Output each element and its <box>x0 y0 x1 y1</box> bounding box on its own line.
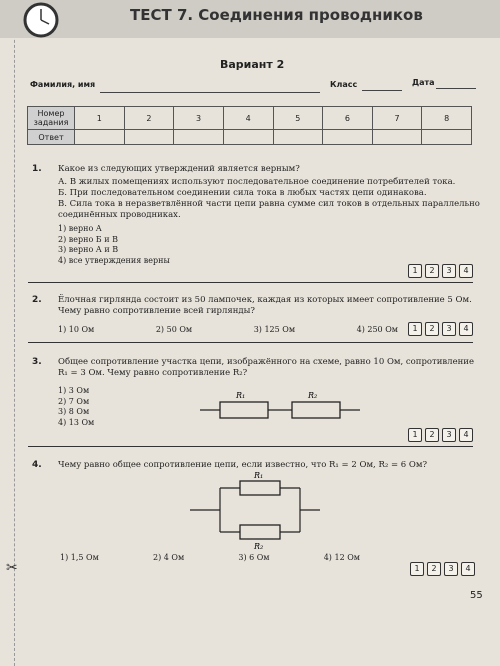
variant-label: Вариант 2 <box>220 58 285 71</box>
resistor-r1 <box>220 402 268 418</box>
q1-options <box>58 224 170 266</box>
choice-box[interactable]: 3 <box>442 322 456 336</box>
table-number: 2 <box>124 107 174 130</box>
name-field[interactable] <box>100 92 320 93</box>
answer-cell[interactable] <box>124 130 174 145</box>
option: 4) 13 Ом <box>58 417 95 427</box>
choice-box[interactable]: 3 <box>442 428 456 442</box>
scissors-icon: ✂ <box>6 560 18 576</box>
option: 3) 8 Ом <box>58 407 90 416</box>
q2-choices <box>408 322 473 336</box>
clock-icon <box>14 2 68 38</box>
q3-circuit-diagram <box>200 386 360 426</box>
choice-box[interactable]: 1 <box>408 322 422 336</box>
q3-number: 3. <box>32 357 42 367</box>
q4-text: Чему равно общее сопротивление цепи, если известно, что R₁ = 2 Ом, R₂ = 6 Ом? <box>58 460 428 470</box>
choice-box[interactable]: 3 <box>444 562 458 576</box>
divider <box>28 282 473 283</box>
answer-table <box>27 106 472 145</box>
choice-box[interactable]: 2 <box>425 428 439 442</box>
choice-box[interactable]: 4 <box>459 322 473 336</box>
q1-statement-b: Б. При последовательном соединении сила тока в любых частях цепи одинакова. <box>58 188 427 198</box>
page-title: ТЕСТ 7. Соединения проводников <box>130 6 423 24</box>
table-number: 7 <box>372 107 422 130</box>
resistor-r2 <box>292 402 340 418</box>
table-number: 5 <box>273 107 323 130</box>
answer-cell[interactable] <box>422 130 472 145</box>
name-label: Фамилия, имя <box>30 80 96 89</box>
option: 3) 125 Ом <box>253 325 296 334</box>
option: 2) 7 Ом <box>58 396 90 406</box>
option: 3) 6 Ом <box>238 553 270 562</box>
q1-statement-a: А. В жилых помещениях используют последовательное соединение потребителей тока. <box>58 177 456 187</box>
option: 2) 50 Ом <box>155 325 193 334</box>
option: 4) 12 Ом <box>323 553 360 562</box>
q1-text: Какое из следующих утверждений является верным? <box>58 164 300 174</box>
resistor-r2 <box>240 525 280 539</box>
option: 1) 3 Ом <box>58 386 90 395</box>
q2-number: 2. <box>32 295 42 305</box>
table-number: 1 <box>75 107 125 130</box>
row-label-number: Номер задания <box>28 107 75 130</box>
option: 3) верно А и В <box>58 245 119 254</box>
option: 4) все утверждения верны <box>58 255 170 265</box>
q4-circuit-diagram <box>190 470 320 550</box>
divider <box>28 342 473 343</box>
option: 1) 1,5 Ом <box>60 553 99 562</box>
choice-box[interactable]: 1 <box>408 428 422 442</box>
q1-number: 1. <box>32 164 42 174</box>
resistor-r1 <box>240 481 280 495</box>
option: 1) 10 Ом <box>58 325 95 334</box>
choice-box[interactable]: 4 <box>461 562 475 576</box>
q2-text: Ёлочная гирлянда состоит из 50 лампочек, каждая из которых имеет сопротивление 5 Ом. Чему равно сопротивление всей гирлянды? <box>58 295 472 316</box>
q1-choices <box>408 264 473 278</box>
option: 2) 4 Ом <box>153 553 185 562</box>
date-field[interactable] <box>436 88 476 89</box>
answer-cell[interactable] <box>323 130 373 145</box>
q4-choices <box>410 562 475 576</box>
q3-text: Общее сопротивление участка цепи, изображённого на схеме, равно 10 Ом, сопротивление R₁ = 3 Ом. Чему равно сопротивление R₂? <box>58 357 474 378</box>
class-label: Класс <box>330 80 358 89</box>
divider <box>28 446 473 447</box>
table-number: 8 <box>422 107 472 130</box>
page-number: 55 <box>470 590 483 601</box>
choice-box[interactable]: 1 <box>408 264 422 278</box>
choice-box[interactable]: 4 <box>459 264 473 278</box>
q4-options <box>60 553 360 562</box>
choice-box[interactable]: 2 <box>425 264 439 278</box>
row-label-answer: Ответ <box>28 130 75 145</box>
q3-choices <box>408 428 473 442</box>
table-number: 4 <box>223 107 273 130</box>
option: 2) верно Б и В <box>58 234 118 244</box>
q2-options <box>58 325 398 334</box>
table-number: 6 <box>323 107 373 130</box>
answer-cell[interactable] <box>75 130 125 145</box>
answer-cell[interactable] <box>273 130 323 145</box>
q1-statement-c: В. Сила тока в неразветвлённой части цепи равна сумме сил токов в отдельных параллельно соединённых проводниках. <box>58 199 480 220</box>
option: 1) верно А <box>58 224 102 233</box>
choice-box[interactable]: 1 <box>410 562 424 576</box>
choice-box[interactable]: 4 <box>459 428 473 442</box>
q4-number: 4. <box>32 460 42 470</box>
r2-label: R₂ <box>254 542 264 550</box>
option: 4) 250 Ом <box>356 325 398 334</box>
table-number: 3 <box>174 107 224 130</box>
r1-label: R₁ <box>236 391 246 400</box>
class-field[interactable] <box>362 90 402 91</box>
answer-cell[interactable] <box>372 130 422 145</box>
header-band <box>0 0 500 38</box>
q3-options <box>58 386 94 428</box>
choice-box[interactable]: 3 <box>442 264 456 278</box>
r2-label: R₂ <box>308 391 318 400</box>
date-label: Дата <box>412 78 435 87</box>
choice-box[interactable]: 2 <box>425 322 439 336</box>
answer-cell[interactable] <box>223 130 273 145</box>
r1-label: R₁ <box>254 471 264 480</box>
choice-box[interactable]: 2 <box>427 562 441 576</box>
answer-cell[interactable] <box>174 130 224 145</box>
